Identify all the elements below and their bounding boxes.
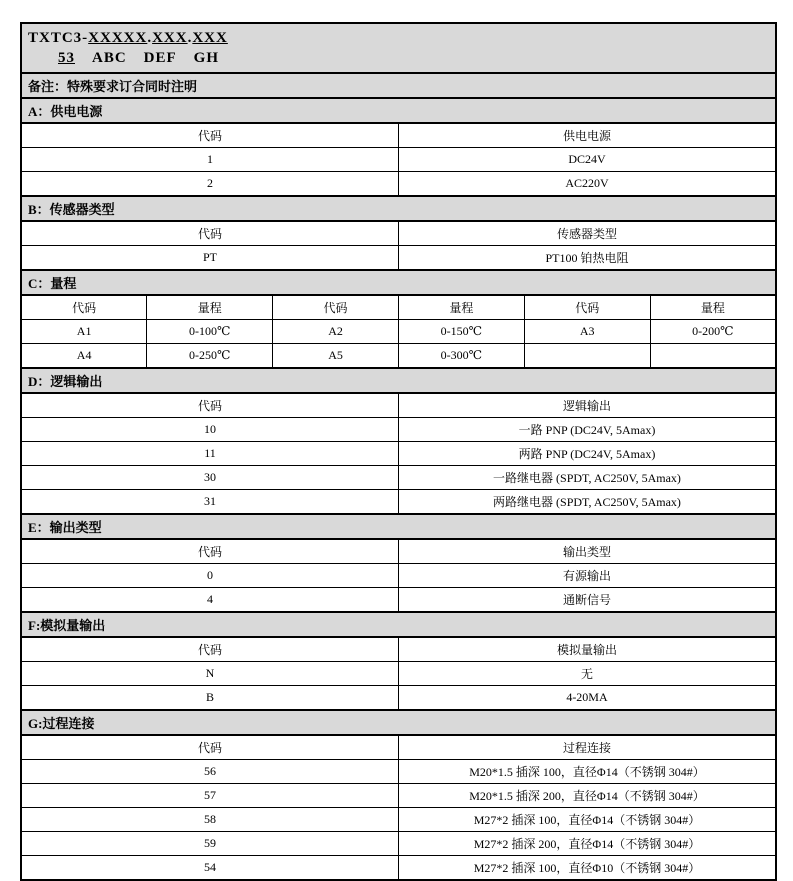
column-header-cell: 过程连接 (398, 735, 776, 760)
data-cell: 一路 PNP (DC24V, 5Amax) (398, 418, 776, 442)
table-row (21, 344, 776, 369)
table-row (21, 808, 776, 832)
column-header-cell: 代码 (21, 637, 398, 662)
table-row (21, 784, 776, 808)
data-cell: 2 (21, 172, 398, 197)
data-cell: PT100 铂热电阻 (398, 246, 776, 271)
section-header-row (21, 710, 776, 735)
data-cell: M20*1.5 插深 100，直径Φ14（不锈钢 304#） (398, 760, 776, 784)
data-cell: 两路继电器 (SPDT, AC250V, 5Amax) (398, 490, 776, 515)
column-header-cell: 逻辑输出 (398, 393, 776, 418)
column-header-cell: 代码 (524, 295, 650, 320)
data-cell: A1 (21, 320, 147, 344)
data-cell: 一路继电器 (SPDT, AC250V, 5Amax) (398, 466, 776, 490)
legend-group-1: ABC (92, 50, 127, 66)
data-cell: M27*2 插深 200，直径Φ14（不锈钢 304#） (398, 832, 776, 856)
column-header-cell: 代码 (273, 295, 399, 320)
table-row (21, 320, 776, 344)
section-header-row (21, 98, 776, 123)
column-header-cell: 输出类型 (398, 539, 776, 564)
data-cell: M27*2 插深 100，直径Φ14（不锈钢 304#） (398, 808, 776, 832)
table-row (21, 466, 776, 490)
data-cell: A3 (524, 320, 650, 344)
column-header-cell: 代码 (21, 221, 398, 246)
section-title: A：供电电源 (21, 98, 776, 123)
order-code-spec-table (20, 22, 777, 881)
table-row (21, 856, 776, 881)
data-cell: 0-150℃ (398, 320, 524, 344)
table-row (21, 148, 776, 172)
column-header-cell: 量程 (398, 295, 524, 320)
column-header-cell: 量程 (147, 295, 273, 320)
section-header-row (21, 196, 776, 221)
table-row (21, 246, 776, 271)
data-cell: 通断信号 (398, 588, 776, 613)
section-title: B：传感器类型 (21, 196, 776, 221)
data-cell: 4-20MA (398, 686, 776, 711)
column-header-cell: 代码 (21, 393, 398, 418)
model-group-2: XXX (152, 30, 188, 46)
data-cell: 有源输出 (398, 564, 776, 588)
data-cell: 56 (21, 760, 398, 784)
section-header-row (21, 612, 776, 637)
table-row (21, 564, 776, 588)
column-header-cell: 供电电源 (398, 123, 776, 148)
column-header-cell: 代码 (21, 539, 398, 564)
data-cell: 0-200℃ (650, 320, 776, 344)
model-separator: . (147, 30, 153, 46)
model-group-1: XXXXX (88, 30, 148, 46)
column-header-row (21, 637, 776, 662)
model-code-line (28, 28, 769, 48)
table-row (21, 588, 776, 613)
data-cell: 30 (21, 466, 398, 490)
column-header-cell: 代码 (21, 123, 398, 148)
model-group-3: XXX (192, 30, 228, 46)
data-cell: 1 (21, 148, 398, 172)
table-row (21, 172, 776, 197)
column-header-row (21, 123, 776, 148)
table-row (21, 490, 776, 515)
data-cell: 54 (21, 856, 398, 881)
model-prefix: TXTC3- (28, 30, 89, 46)
data-cell: 两路 PNP (DC24V, 5Amax) (398, 442, 776, 466)
note-cell: 备注：特殊要求订合同时注明 (21, 73, 776, 98)
data-cell: 58 (21, 808, 398, 832)
legend-code: 53 (58, 50, 75, 66)
data-cell: 0-250℃ (147, 344, 273, 369)
data-cell: 0-100℃ (147, 320, 273, 344)
section-header-row (21, 514, 776, 539)
data-cell: M27*2 插深 100，直径Φ10（不锈钢 304#） (398, 856, 776, 881)
legend-group-3: GH (193, 50, 220, 66)
data-cell: A2 (273, 320, 399, 344)
table-row (21, 442, 776, 466)
note-row (21, 73, 776, 98)
table-row (21, 760, 776, 784)
data-cell: 10 (21, 418, 398, 442)
data-cell: 0 (21, 564, 398, 588)
data-cell: PT (21, 246, 398, 271)
section-title: G:过程连接 (21, 710, 776, 735)
data-cell: 59 (21, 832, 398, 856)
section-title: F:模拟量输出 (21, 612, 776, 637)
data-cell (524, 344, 650, 369)
data-cell: 31 (21, 490, 398, 515)
model-separator: . (187, 30, 193, 46)
column-header-cell: 传感器类型 (398, 221, 776, 246)
data-cell: A4 (21, 344, 147, 369)
data-cell: 11 (21, 442, 398, 466)
column-header-row (21, 295, 776, 320)
data-cell: B (21, 686, 398, 711)
legend-group-2: DEF (143, 50, 177, 66)
data-cell: 无 (398, 662, 776, 686)
section-header-row (21, 368, 776, 393)
column-header-row (21, 539, 776, 564)
data-cell: 4 (21, 588, 398, 613)
title-block (21, 23, 776, 73)
column-header-cell: 模拟量输出 (398, 637, 776, 662)
section-title: E：输出类型 (21, 514, 776, 539)
column-header-cell: 量程 (650, 295, 776, 320)
table-row (21, 832, 776, 856)
table-row (21, 686, 776, 711)
column-header-cell: 代码 (21, 295, 147, 320)
column-header-row (21, 735, 776, 760)
table-row (21, 662, 776, 686)
section-title: C：量程 (21, 270, 776, 295)
data-cell: 0-300℃ (398, 344, 524, 369)
data-cell: N (21, 662, 398, 686)
column-header-cell: 代码 (21, 735, 398, 760)
section-title: D：逻辑输出 (21, 368, 776, 393)
data-cell: DC24V (398, 148, 776, 172)
title-block-row (21, 23, 776, 73)
section-header-row (21, 270, 776, 295)
data-cell: 57 (21, 784, 398, 808)
column-header-row (21, 221, 776, 246)
column-header-row (21, 393, 776, 418)
data-cell: A5 (273, 344, 399, 369)
code-legend-line (28, 48, 769, 68)
data-cell: AC220V (398, 172, 776, 197)
data-cell: M20*1.5 插深 200，直径Φ14（不锈钢 304#） (398, 784, 776, 808)
data-cell (650, 344, 776, 369)
table-row (21, 418, 776, 442)
